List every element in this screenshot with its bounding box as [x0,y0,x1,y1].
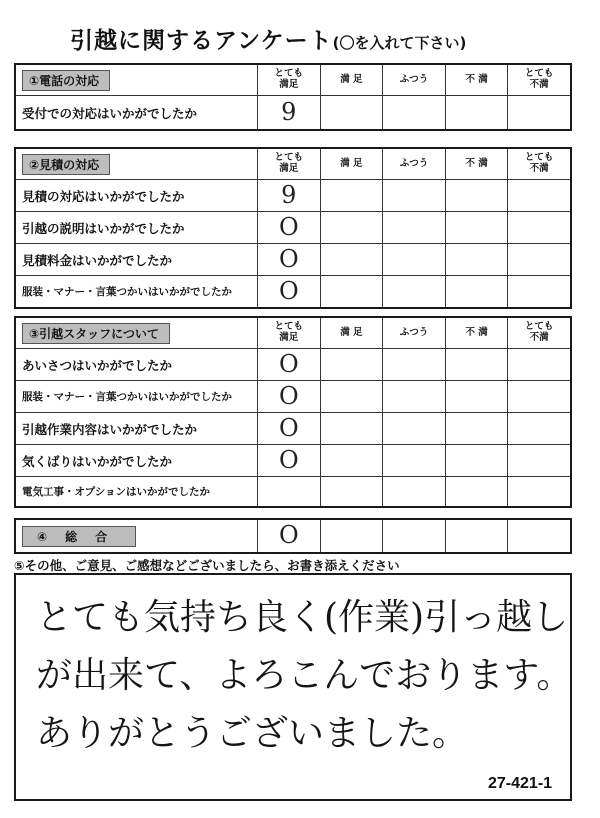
rating-cell-checked[interactable]: O [278,276,299,305]
rating-cell[interactable] [507,244,570,275]
question-row [16,348,570,380]
section-estimate-response [14,147,572,309]
rating-header: とても 満足 [274,321,304,343]
rating-cell[interactable] [445,477,508,506]
rating-cell[interactable] [382,349,445,380]
rating-header: 不 満 [445,318,508,348]
rating-cell[interactable] [320,520,383,552]
section-name: ④総合 [22,526,136,547]
question-label: 服装・マナー・言葉つかいはいかがでしたか [16,381,258,412]
question-label: 受付での対応はいかがでしたか [16,96,258,129]
rating-cell[interactable] [445,445,508,476]
rating-cell[interactable] [507,413,570,444]
rating-header: とても 不満 [507,318,570,348]
rating-cell[interactable] [507,349,570,380]
section-name: ①電話の対応 [22,70,110,91]
form-code: 27-421-1 [488,775,553,792]
rating-header: とても 満足 [274,68,304,90]
rating-cell[interactable] [258,477,320,506]
rating-header: 満 足 [320,318,383,348]
rating-cell[interactable] [320,212,383,243]
question-row [16,476,570,506]
rating-cell[interactable] [507,96,570,129]
section-name: ②見積の対応 [22,154,110,175]
rating-cell[interactable] [382,276,445,307]
rating-cell[interactable] [320,413,383,444]
rating-cell[interactable] [382,520,445,552]
rating-cell-checked[interactable]: O [278,413,299,442]
rating-cell[interactable] [507,381,570,412]
section-phone-response [14,63,572,131]
rating-cell-checked[interactable]: O [278,445,299,474]
survey-title [70,22,550,55]
rating-cell[interactable] [507,212,570,243]
rating-header: とても 不満 [507,65,570,95]
rating-header: とても 満足 [274,152,304,174]
rating-cell[interactable] [445,96,508,129]
rating-cell[interactable] [445,349,508,380]
rating-cell[interactable] [320,445,383,476]
section-name: ③引越スタッフについて [22,323,170,344]
question-label: あいさつはいかがでしたか [16,349,258,380]
rating-cell[interactable] [445,520,508,552]
question-label: 気くばりはいかがでしたか [16,445,258,476]
rating-header: とても 不満 [507,149,570,179]
rating-cell-checked[interactable]: O [278,244,299,273]
question-row [16,412,570,444]
rating-cell[interactable] [320,96,383,129]
rating-cell[interactable] [320,349,383,380]
rating-cell[interactable] [320,381,383,412]
question-label: 引越の説明はいかがでしたか [16,212,258,243]
handwritten-comment-line: ありがとうございました。 [36,713,469,754]
rating-cell-checked[interactable]: O [278,349,299,378]
rating-cell[interactable] [507,445,570,476]
title-main: 引越に関するアンケート [70,28,333,54]
rating-cell[interactable] [445,180,508,211]
rating-header: 不 満 [445,149,508,179]
comments-box[interactable] [14,573,572,801]
rating-cell-checked[interactable]: O [278,521,299,550]
rating-cell[interactable] [320,276,383,307]
rating-cell-checked[interactable]: O [278,212,299,241]
rating-cell[interactable] [382,180,445,211]
question-row [16,380,570,412]
question-row [16,95,570,129]
question-row [16,275,570,307]
rating-cell-checked[interactable]: 9 [281,97,297,126]
rating-cell[interactable] [445,276,508,307]
section-moving-staff [14,316,572,508]
handwritten-comment-line: が出来て、よろこんでおります。 [36,655,573,696]
rating-cell[interactable] [320,180,383,211]
rating-cell[interactable] [382,413,445,444]
rating-cell[interactable] [382,477,445,506]
rating-cell[interactable] [445,413,508,444]
rating-header: ふつう [382,149,445,179]
rating-header: 満 足 [320,149,383,179]
rating-cell[interactable] [507,276,570,307]
rating-header: ふつう [382,65,445,95]
handwritten-comment-line: とても気持ち良く(作業)引っ越し [36,597,569,638]
rating-cell[interactable] [320,477,383,506]
rating-cell[interactable] [382,244,445,275]
section-header-row [16,149,570,179]
question-row [16,179,570,211]
question-label: 見積の対応はいかがでしたか [16,180,258,211]
question-row [16,211,570,243]
section-header-row [16,65,570,95]
comments-label: ⑤その他、ご意見、ご感想などございましたら、お書き添えください [14,558,400,573]
rating-cell[interactable] [507,520,570,552]
question-label: 服装・マナー・言葉つかいはいかがでしたか [16,276,258,307]
rating-cell[interactable] [320,244,383,275]
rating-cell[interactable] [382,445,445,476]
rating-header: 不 満 [445,65,508,95]
question-label: 引越作業内容はいかがでしたか [16,413,258,444]
rating-cell[interactable] [382,212,445,243]
rating-cell[interactable] [507,180,570,211]
question-row [16,243,570,275]
question-row [16,444,570,476]
rating-cell-checked[interactable]: O [278,381,299,410]
question-label: 電気工事・オプションはいかがでしたか [16,477,258,506]
question-label: 見積料金はいかがでしたか [16,244,258,275]
rating-cell[interactable] [445,212,508,243]
rating-cell[interactable] [445,381,508,412]
rating-cell[interactable] [445,244,508,275]
rating-header: 満 足 [320,65,383,95]
rating-header: ふつう [382,318,445,348]
rating-cell[interactable] [507,477,570,506]
section-header-row [16,318,570,348]
section-overall [14,518,572,554]
overall-row [16,520,570,552]
rating-cell[interactable] [382,381,445,412]
title-note: (〇を入れて下さい) [332,34,467,52]
rating-cell[interactable] [382,96,445,129]
rating-cell-checked[interactable]: 9 [281,180,297,209]
